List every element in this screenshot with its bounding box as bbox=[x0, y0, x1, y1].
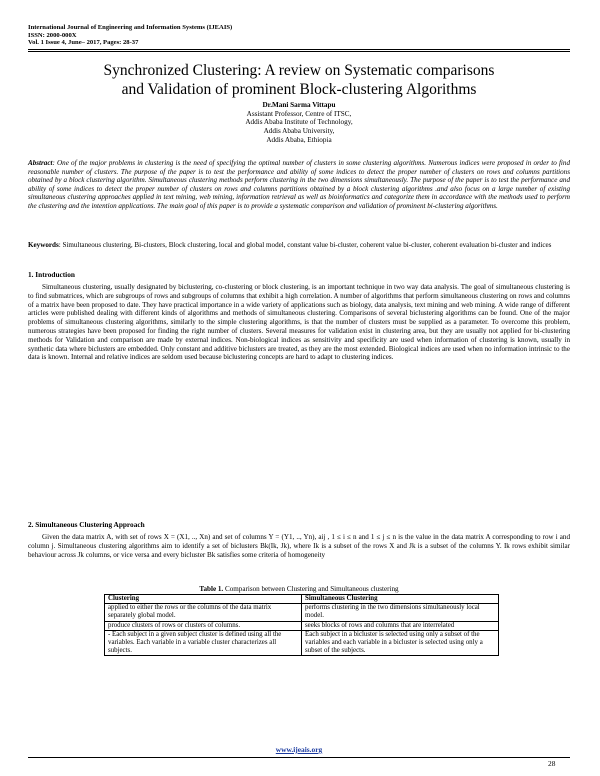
paper-title bbox=[28, 61, 570, 99]
table-row bbox=[105, 621, 499, 630]
keywords-text: : Simultaneous clustering, Bi-clusters, Block clustering, local and global model, constant value bi-cluster, coherent value bi-cluster, coherent evaluation bi-cluster and indices bbox=[58, 241, 552, 249]
table-header-simultaneous: Simultaneous Clustering bbox=[302, 595, 499, 604]
table-header-clustering: Clustering bbox=[105, 595, 302, 604]
table-cell: seeks blocks of rows and columns that are interrelated bbox=[302, 621, 499, 630]
table-row bbox=[105, 630, 499, 656]
author-affiliation-2: Addis Ababa Institute of Technology, bbox=[245, 118, 353, 127]
table-cell: - Each subject in a given subject cluster is defined using all the variables. Each variable in a variable cluster characterizes all subjects. bbox=[105, 630, 302, 656]
journal-header bbox=[28, 24, 232, 47]
journal-name: International Journal of Engineering and Information Systems (IJEAIS) bbox=[28, 24, 233, 31]
table-label: Table 1. bbox=[199, 585, 224, 593]
table-cell: produce clusters of rows or clusters of columns. bbox=[105, 621, 302, 630]
journal-website-link[interactable]: www.ijeais.org bbox=[275, 745, 323, 754]
abstract-text: : One of the major problems in clustering is the need of specifying the optimal number of clusters in some clustering algorithms. Numerous indices were proposed in order to find reasonable number of clusters. The purpose of the paper is to test the performance and ability of some indices to detect the proper number of clusters on rows and columns partitions obtained by a block clustering algorithm. Simultaneous clustering methods perform clustering in the two dimensions simultaneously. The purpose of the paper is to test the performance and ability of some indices to detect the proper number of clusters on rows and columns partitions obtained by a block clustering algorithms .and also focus on a large number of existing simultaneous clustering approaches applied in text mining, web mining, information retrieval as well as bioinformatics and categorize them in accordance with the methods used to perform the clustering and the intention applications. The main goal of this paper is to provide a systematic comparison and validation of prominent bi-clustering algorithms. bbox=[28, 159, 570, 210]
header-rule bbox=[28, 49, 570, 50]
keywords-label: Keywords bbox=[28, 241, 59, 249]
section-2-heading: 2. Simultaneous Clustering Approach bbox=[28, 520, 145, 529]
section-1-heading: 1. Introduction bbox=[28, 270, 75, 279]
page-number: 28 bbox=[548, 759, 556, 768]
table-caption bbox=[28, 585, 570, 593]
section-1-paragraph: Simultaneous clustering, usually designated by biclustering, co-clustering or block clustering, is an important technique in two way data analysis. The goal of simultaneous clustering is to find submatrices, which are subgroups of rows and subgroups of columns that exhibit a high correlation. A number of algorithms that perform simultaneous clustering on rows and columns of a matrix have been proposed to date. They have practical importance in a wide variety of applications such as biology, data analysis, text mining and web mining. A wide range of different articles were published dealing with different kinds of algorithms and methods of simultaneous clustering. Comparisons of several biclustering algorithms can be found. One of the major problems of simultaneous clustering algorithms, similarly to the simple clustering algorithms, is that the number of clusters must be supplied as a parameter. To overcome this problem, numerous strategies have been proposed for finding the right number of clusters. Several measures for validation exist in clustering area, but they are usually not applied for bi-clustering methods for Validation and comparison are made by external indices. Non-biological indices as sensitivity and specificity are used when information of clustering is known, usually in synthetic data where biclusters are embedded. Only constant and additive biclusters are treated, as they are the most extended. Biological indices are used when no information intrinsic to the data is known. Internal and relative indices are seldom used because biclustering concepts are hard to adapt to clustering indices. bbox=[28, 283, 570, 362]
table-header-row bbox=[105, 595, 499, 604]
author-affiliation-3: Addis Ababa University, bbox=[263, 127, 335, 136]
title-line-2: and Validation of prominent Block-clustering Algorithms bbox=[121, 81, 477, 98]
table-row bbox=[105, 604, 499, 621]
title-line-1: Synchronized Clustering: A review on Systematic comparisons bbox=[103, 62, 495, 79]
author-block bbox=[28, 101, 570, 145]
header-rule-2 bbox=[28, 51, 570, 52]
author-name: Dr.Mani Sarma Vittapu bbox=[262, 101, 336, 109]
table-cell: Each subject in a bicluster is selected using only a subset of the variables and each variable in a bicluster is selected using only a subset of the subjects. bbox=[302, 630, 499, 656]
footer-rule bbox=[28, 757, 570, 758]
keywords bbox=[28, 241, 570, 250]
abstract bbox=[28, 159, 570, 211]
table-caption-text: Comparison between Clustering and Simultaneous clustering bbox=[223, 585, 399, 593]
author-affiliation-4: Addis Ababa, Ethiopia bbox=[266, 135, 332, 144]
table-cell: applied to either the rows or the columns of the data matrix separately global model. bbox=[105, 604, 302, 621]
author-affiliation-1: Assistant Professor, Centre of ITSC, bbox=[246, 109, 352, 118]
journal-issn: ISSN: 2000-000X bbox=[28, 31, 77, 39]
abstract-label: Abstract bbox=[28, 159, 53, 167]
section-2-paragraph: Given the data matrix A, with set of rows X = (X1, .., Xn) and set of columns Y = (Y1, .., Yn), aij , 1 ≤ i ≤ n and 1 ≤ j ≤ n is the value in the data matrix A corresponding to row i and column j. Simultaneous clustering algorithms aim to identify a set of biclusters Bk(Ik, Jk), where Ik is a subset of the rows X and Jk is a subset of the columns Y. Ik rows exhibit similar behaviour across Jk columns, or vice versa and every bicluster Bk satisfies some criteria of homogeneity bbox=[28, 533, 570, 559]
comparison-table bbox=[104, 594, 499, 656]
table-cell: performs clustering in the two dimensions simultaneously local model. bbox=[302, 604, 499, 621]
journal-volume: Vol. 1 Issue 4, June– 2017, Pages: 28-37 bbox=[28, 39, 139, 47]
